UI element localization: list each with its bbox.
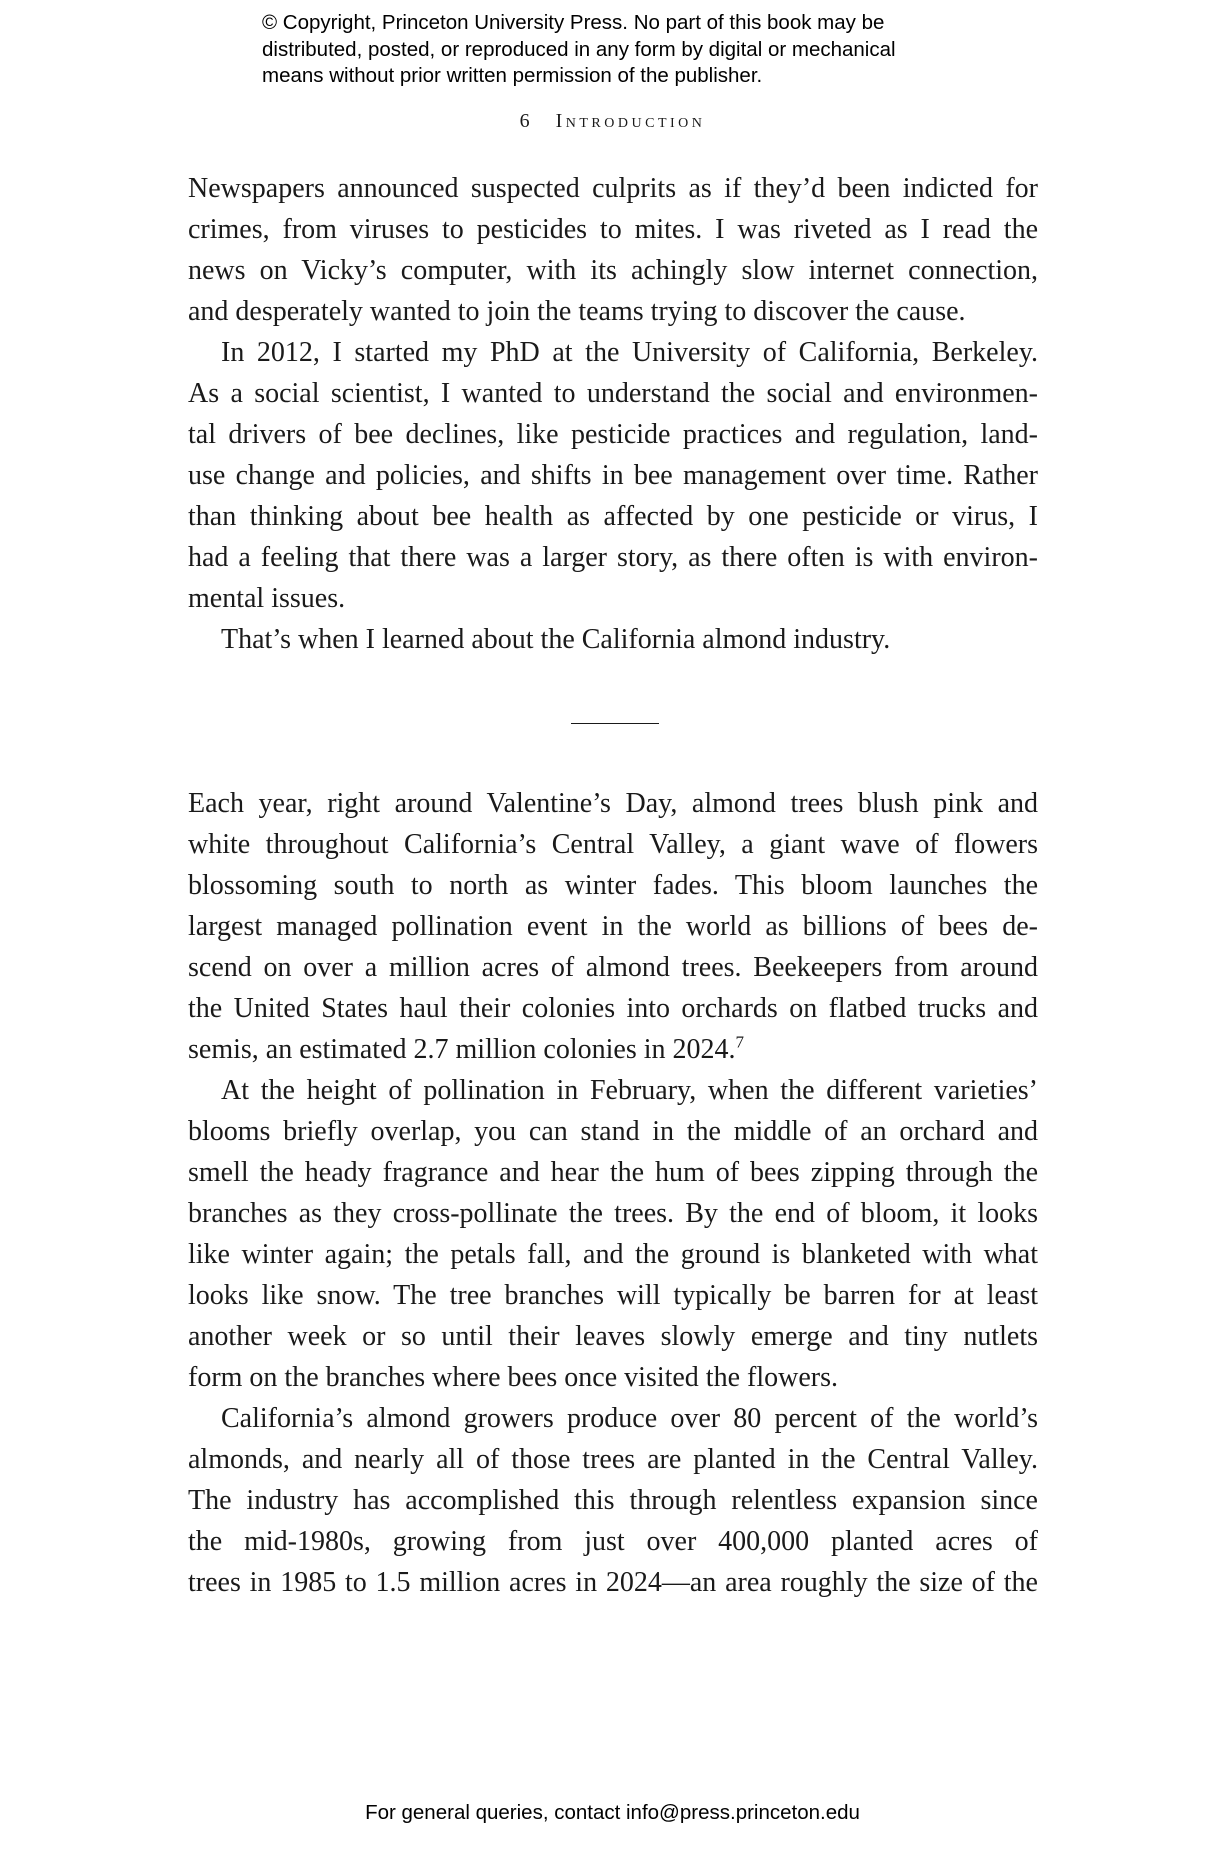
text-line: In 2012, I started my PhD at the University of California, Berkeley. <box>221 337 1038 368</box>
copyright-line: distributed, posted, or reproduced in any form by digital or mechanical <box>262 37 896 61</box>
text-line <box>188 1029 1038 1070</box>
text-line: use change and policies, and shifts in bee management over time. Rather <box>188 460 1038 491</box>
text-line: than thinking about bee health as affected by one pesticide or virus, I <box>188 501 1038 532</box>
section-break-rule <box>571 723 659 724</box>
text-line: That’s when I learned about the California almond industry. <box>221 624 891 655</box>
section-title: Introduction <box>555 110 706 132</box>
body-text-block-2 <box>188 783 1038 1603</box>
copyright-notice <box>262 10 962 90</box>
text-line: had a feeling that there was a larger story, as there often is with environ- <box>188 542 1038 573</box>
text-line: the mid-1980s, growing from just over 400,000 planted acres of <box>188 1526 1038 1557</box>
text-line: form on the branches where bees once visited the flowers. <box>188 1362 838 1393</box>
text-line: almonds, and nearly all of those trees are planted in the Central Valley. <box>188 1444 1038 1475</box>
text-line: California’s almond growers produce over 80 percent of the world’s <box>221 1403 1038 1434</box>
text-line: As a social scientist, I wanted to understand the social and environmen- <box>188 378 1038 409</box>
text-line: and desperately wanted to join the teams trying to discover the cause. <box>188 296 966 327</box>
text-line: Newspapers announced suspected culprits as if they’d been indicted for <box>188 173 1038 204</box>
text-line: largest managed pollination event in the world as billions of bees de- <box>188 911 1038 942</box>
text-line-content: semis, an estimated 2.7 million colonies in 2024. <box>188 1034 736 1065</box>
text-line: At the height of pollination in February, when the different varieties’ <box>221 1075 1038 1106</box>
text-line: crimes, from viruses to pesticides to mites. I was riveted as I read the <box>188 214 1038 245</box>
body-text-block-1 <box>188 168 1038 660</box>
running-head <box>0 110 1225 133</box>
text-line: smell the heady fragrance and hear the hum of bees zipping through the <box>188 1157 1038 1188</box>
page-number: 6 <box>519 110 530 132</box>
footer-contact: For general queries, contact info@press.princeton.edu <box>365 1801 860 1824</box>
text-line: scend on over a million acres of almond trees. Beekeepers from around <box>188 952 1038 983</box>
text-line: the United States haul their colonies into orchards on flatbed trucks and <box>188 993 1038 1024</box>
text-line: The industry has accomplished this through relentless expansion since <box>188 1485 1038 1516</box>
text-line: white throughout California’s Central Valley, a giant wave of flowers <box>188 829 1038 860</box>
text-line: looks like snow. The tree branches will typically be barren for at least <box>188 1280 1038 1311</box>
text-line: tal drivers of bee declines, like pesticide practices and regulation, land- <box>188 419 1038 450</box>
text-line: blooms briefly overlap, you can stand in the middle of an orchard and <box>188 1116 1038 1147</box>
text-line: like winter again; the petals fall, and the ground is blanketed with what <box>188 1239 1038 1270</box>
text-line: blossoming south to north as winter fades. This bloom launches the <box>188 870 1038 901</box>
text-line: Each year, right around Valentine’s Day, almond trees blush pink and <box>188 788 1038 819</box>
footnote-marker[interactable]: 7 <box>735 1032 744 1052</box>
text-line: news on Vicky’s computer, with its achingly slow internet connection, <box>188 255 1038 286</box>
text-line: trees in 1985 to 1.5 million acres in 2024—an area roughly the size of the <box>188 1567 1038 1598</box>
copyright-line: means without prior written permission of the publisher. <box>262 64 763 87</box>
copyright-line: © Copyright, Princeton University Press. No part of this book may be <box>262 11 885 34</box>
text-line: mental issues. <box>188 583 346 614</box>
text-line: another week or so until their leaves slowly emerge and tiny nutlets <box>188 1321 1038 1352</box>
text-line: branches as they cross-pollinate the trees. By the end of bloom, it looks <box>188 1198 1038 1229</box>
